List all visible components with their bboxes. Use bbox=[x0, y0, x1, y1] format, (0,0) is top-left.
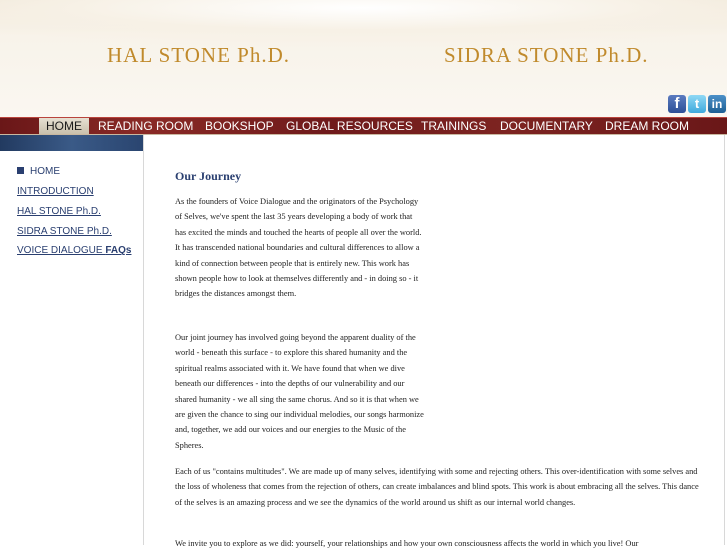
faq-link-prefix: VOICE DIALOGUE bbox=[17, 245, 106, 256]
sidebar-item-label: HOME bbox=[30, 166, 60, 177]
facebook-icon[interactable]: f bbox=[668, 95, 686, 113]
nav-bookshop[interactable]: BOOKSHOP bbox=[205, 119, 274, 133]
hal-stone-title[interactable]: HAL STONE Ph.D. bbox=[107, 43, 291, 67]
linkedin-icon[interactable]: in bbox=[708, 95, 726, 113]
paragraph-1: As the founders of Voice Dialogue and the originators of the Psychology of Selves, we've spent the last 35 years developing a body of work that has excited the minds and touched the hearts of people all over the world. It has transcended national boundaries and cultural differences to allow a kind of connection between people that is entirely new. This work has shown people how to look at themselves differently and - in doing so - it bridges the distances amongst them. bbox=[175, 197, 422, 299]
page-heading: Our Journey bbox=[175, 169, 242, 183]
sidebar-banner bbox=[0, 135, 143, 151]
nav-dream-room[interactable]: DREAM ROOM bbox=[605, 119, 689, 133]
site-header bbox=[0, 0, 727, 117]
sidebar-item-sidra-stone[interactable]: SIDRA STONE Ph.D. bbox=[17, 226, 112, 237]
nav-reading-room[interactable]: READING ROOM bbox=[98, 119, 194, 133]
sidebar-item-voice-dialogue-faqs[interactable] bbox=[17, 245, 131, 256]
twitter-icon[interactable]: t bbox=[688, 95, 706, 113]
nav-global-resources[interactable]: GLOBAL RESOURCES bbox=[286, 119, 413, 133]
sidra-stone-title[interactable]: SIDRA STONE Ph.D. bbox=[444, 43, 649, 67]
square-bullet-icon bbox=[17, 167, 24, 174]
sidebar-item-introduction[interactable]: INTRODUCTION bbox=[17, 186, 94, 197]
nav-home[interactable]: HOME bbox=[39, 118, 89, 134]
main-nav bbox=[0, 117, 727, 134]
sidebar-item-hal-stone[interactable]: HAL STONE Ph.D. bbox=[17, 206, 101, 217]
faq-link-bold: FAQs bbox=[105, 245, 132, 256]
paragraph-2: Our joint journey has involved going beyond the apparent duality of the world - beneath this surface - to explore this shared humanity and the spiritual realms associated with it. We have found that when we dive beneath our differences - into the depths of our vulnerability and our shared humanity - we all sing the same chorus. And so it is that when we are given the chance to sing our individual melodies, our songs harmonize and, together, we add our voices and our energies to the Music of the Spheres. bbox=[175, 333, 424, 450]
paragraph-4: We invite you to explore as we did: yourself, your relationships and how your own consciousness affects the world in which you live! Our bbox=[175, 539, 639, 548]
paragraph-3: Each of us "contains multitudes". We are made up of many selves, identifying with some and rejecting others. This over-identification with some selves and the loss of wholeness that comes from the rejection of others, can create imbalances and blind spots. This work is about embracing all the selves. This dance of the selves is an amazing process and we see the dynamics of the world around us shift as our internal world changes. bbox=[175, 467, 699, 507]
nav-trainings[interactable]: TRAININGS bbox=[421, 119, 487, 133]
content-right-border bbox=[724, 135, 725, 545]
sidebar-item-home[interactable] bbox=[17, 166, 60, 177]
content-left-border bbox=[143, 135, 144, 545]
nav-documentary[interactable]: DOCUMENTARY bbox=[500, 119, 593, 133]
